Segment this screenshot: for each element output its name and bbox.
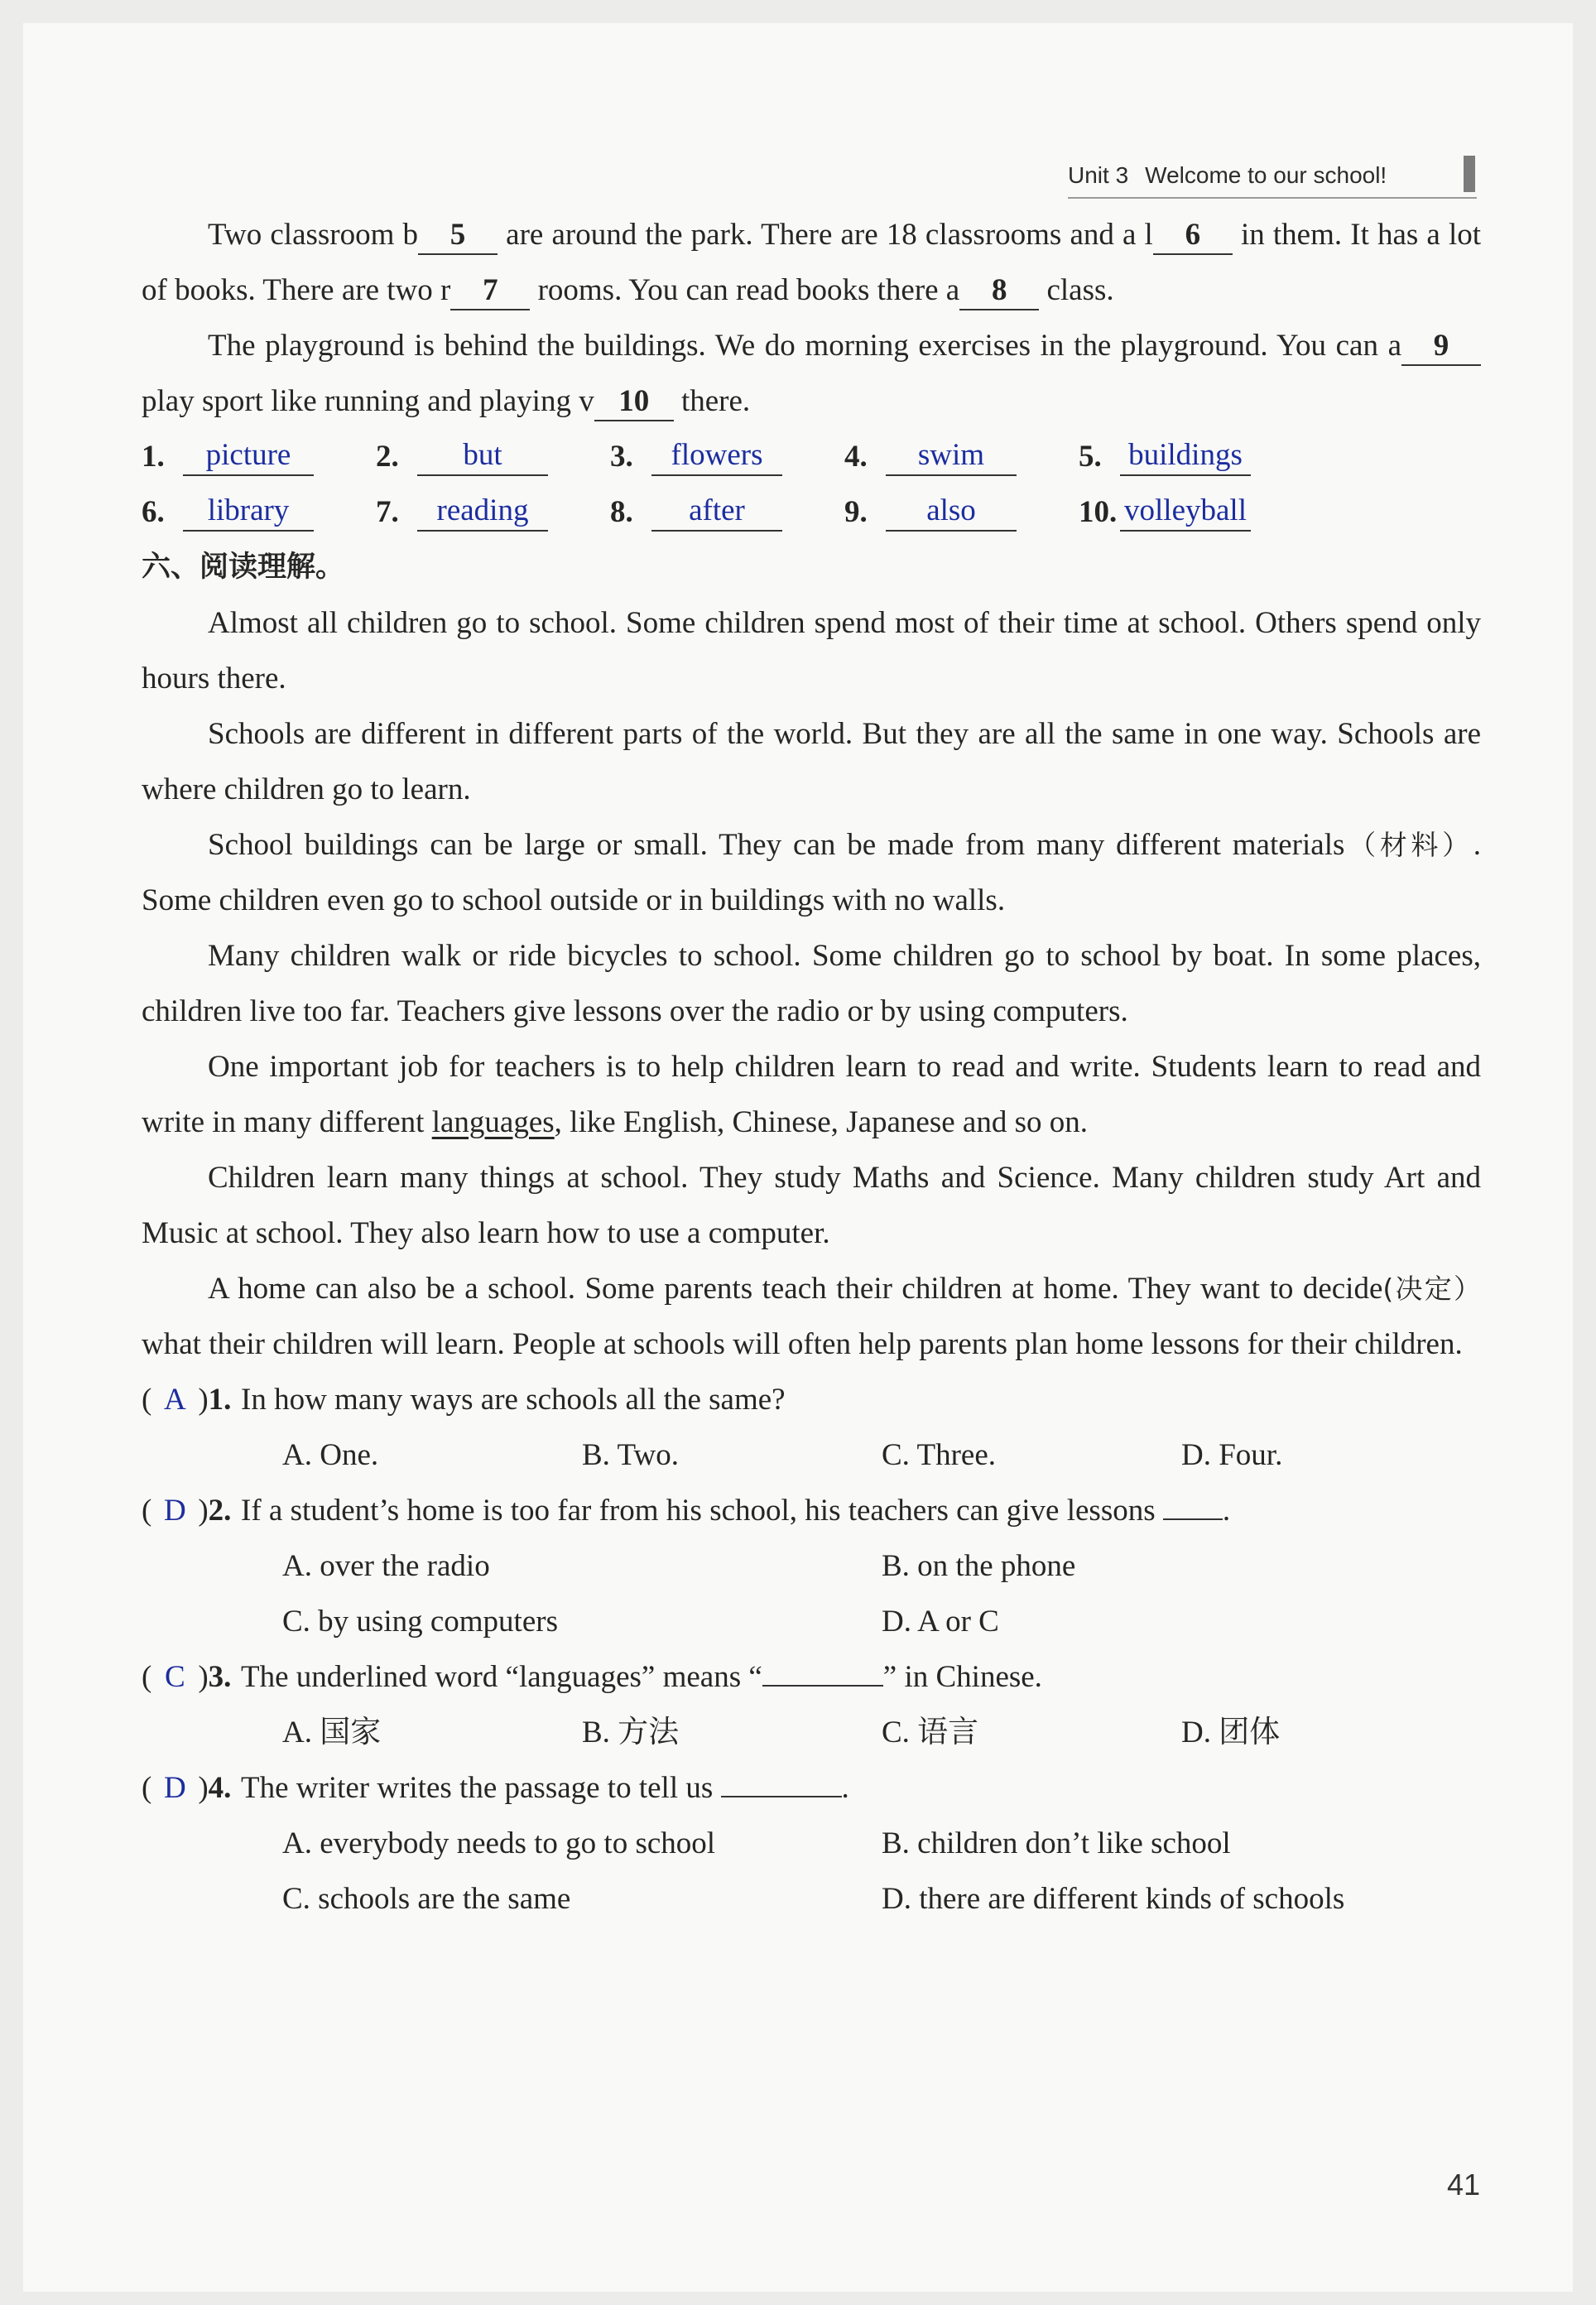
passage-paragraph: School buildings can be large or small. They can be made from many different materials（材料）. Some children even go to school outside or in buildings with no walls.	[142, 828, 1481, 917]
option: C. 语言	[882, 1716, 979, 1749]
question-4: ( D )4. The writer writes the passage to tell us .	[142, 1760, 1481, 1816]
question-3: ( C )3. The underlined word “languages” means “ ” in Chinese.	[142, 1649, 1481, 1705]
answer-mark: A	[163, 1383, 186, 1417]
blank-10: 10	[594, 383, 674, 421]
cloze-paragraph-1: Two classroom b 5 are around the park. There are 18 classrooms and a l 6 in them. It has a lot of books. There are two r 7 rooms. You can read books there a 8 class.	[142, 207, 1481, 318]
answer-mark: D	[163, 1771, 186, 1805]
unit-label: Unit 3	[1068, 162, 1129, 188]
question-3-options	[282, 1705, 1481, 1760]
passage-paragraph: Almost all children go to school. Some children spend most of their time at school. Others spend only hours there.	[142, 606, 1481, 695]
passage-paragraph: Schools are different in different parts of the world. But they are all the same in one way. Schools are where children go to learn.	[142, 717, 1481, 806]
blank-6: 6	[1153, 217, 1233, 255]
option: A. everybody needs to go to school	[282, 1826, 716, 1860]
content	[142, 207, 1481, 1927]
option: C. Three.	[882, 1438, 997, 1472]
option: C. schools are the same	[282, 1882, 571, 1916]
blank-7: 7	[450, 272, 530, 310]
page	[23, 23, 1573, 2292]
question-2: ( D )2. If a student’s home is too far from his school, his teachers can give lessons .	[142, 1483, 1481, 1538]
option: D. A or C	[882, 1605, 999, 1639]
option: B. Two.	[582, 1438, 679, 1472]
answer-item: 5. buildings	[1079, 429, 1313, 484]
question-4-options	[282, 1871, 1481, 1927]
answer-item: 7. reading	[376, 484, 610, 540]
question-1-options	[282, 1427, 1481, 1483]
header-bar-decoration	[1464, 156, 1475, 192]
question-2-options	[282, 1538, 1481, 1594]
question-4-options	[282, 1816, 1481, 1871]
answer-item: 3. flowers	[610, 429, 844, 484]
question-1: ( A )1. In how many ways are schools all the same?	[142, 1372, 1481, 1427]
passage-paragraph: A home can also be a school. Some parents teach their children at home. They want to decide(决定） what their children will learn. People at schools will often help parents plan home lessons for their children.	[142, 1272, 1481, 1361]
header-rule	[1068, 197, 1477, 199]
answer-grid	[142, 429, 1481, 540]
answer-item: 6. library	[142, 484, 376, 540]
option: D. there are different kinds of schools	[882, 1882, 1345, 1916]
passage-paragraph: Children learn many things at school. They study Maths and Science. Many children study Art and Music at school. They also learn how to use a computer.	[142, 1161, 1481, 1250]
answer-item: 9. also	[844, 484, 1079, 540]
option: D. Four.	[1181, 1438, 1283, 1472]
blank-5: 5	[418, 217, 498, 255]
passage-paragraph: One important job for teachers is to help children learn to read and write. Students learn to read and write in many different languages, like English, Chinese, Japanese and so on.	[142, 1050, 1481, 1139]
option: A. 国家	[282, 1716, 382, 1749]
answer-item: 4. swim	[844, 429, 1079, 484]
underlined-word: languages	[431, 1105, 555, 1139]
blank-8: 8	[959, 272, 1039, 310]
option: A. over the radio	[282, 1549, 490, 1583]
cloze-paragraph-2: The playground is behind the buildings. We do morning exercises in the playground. You can a 9 play sport like running and playing v 10 there.	[142, 318, 1481, 429]
option: B. on the phone	[882, 1549, 1076, 1583]
answer-item: 2. but	[376, 429, 610, 484]
answer-mark: D	[163, 1494, 186, 1528]
answer-item: 8. after	[610, 484, 844, 540]
option: A. One.	[282, 1438, 379, 1472]
option: D. 团体	[1181, 1716, 1281, 1749]
page-header	[1068, 162, 1387, 189]
answer-item: 1. picture	[142, 429, 376, 484]
option: C. by using computers	[282, 1605, 558, 1639]
answer-mark: C	[164, 1660, 185, 1694]
option: B. 方法	[582, 1716, 680, 1749]
question-2-options	[282, 1594, 1481, 1649]
unit-title: Welcome to our school!	[1145, 162, 1387, 188]
blank-9: 9	[1401, 328, 1481, 366]
page-number: 41	[1447, 2168, 1481, 2202]
passage-paragraph: Many children walk or ride bicycles to school. Some children go to school by boat. In some places, children live too far. Teachers give lessons over the radio or by using computers.	[142, 939, 1481, 1028]
option: B. children don’t like school	[882, 1826, 1231, 1860]
answer-item: 10. volleyball	[1079, 484, 1313, 540]
section-title: 六、阅读理解。	[142, 551, 345, 584]
